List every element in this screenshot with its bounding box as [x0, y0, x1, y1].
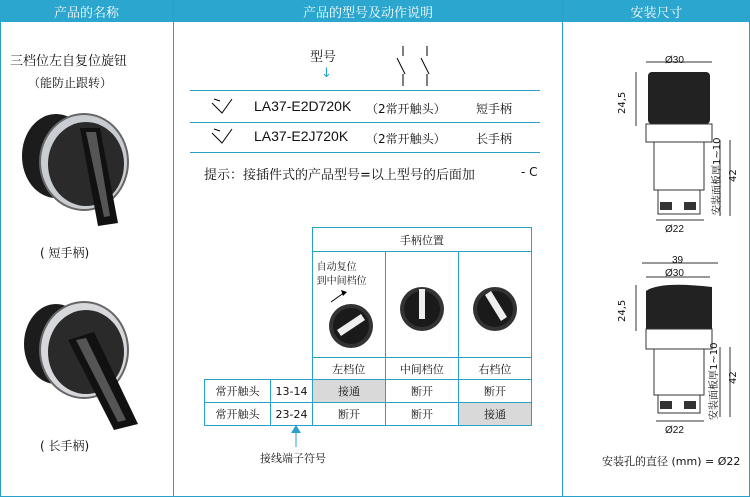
column-divider — [173, 0, 174, 497]
model-contacts-long: （2常开触头） — [366, 132, 446, 146]
contact-name: 常开触头 — [205, 403, 271, 426]
top-diameter: Ø30 — [665, 55, 684, 66]
bottom-diameter-2: Ø22 — [665, 425, 684, 436]
auto-return-note: 自动复位 — [316, 262, 357, 273]
knob-right-position-icon — [465, 273, 525, 333]
body-length-2: 42 — [728, 371, 739, 384]
model-divider — [190, 152, 540, 153]
overall-width: 39 — [672, 255, 684, 266]
middle-position-cell — [385, 252, 458, 358]
state-cell: 接通 — [459, 403, 532, 426]
right-position-cell — [458, 252, 531, 358]
top-height: 24,5 — [617, 91, 628, 114]
long-handle-caption: ( 长手柄) — [40, 439, 90, 453]
auto-return-note-2: 到中间档位 — [316, 276, 367, 287]
switch-symbol-icon — [210, 127, 236, 145]
long-handle-knob-image — [10, 292, 160, 432]
column-divider — [562, 0, 563, 497]
handle-position-table — [204, 227, 532, 380]
panel-thickness: 安装面板厚1~10 — [712, 137, 723, 215]
switch-symbol-icon — [210, 97, 236, 115]
down-arrow-icon: ↓ — [321, 66, 332, 81]
top-diameter-2: Ø30 — [665, 268, 684, 279]
model-divider — [190, 90, 540, 91]
col-middle: 中间档位 — [385, 358, 458, 380]
state-cell: 断开 — [386, 403, 459, 426]
contact-state-table — [204, 379, 532, 426]
up-arrow-icon — [290, 425, 302, 447]
header-model: 产品的型号及动作说明 — [174, 0, 562, 22]
left-position-cell — [312, 252, 385, 358]
model-contacts-short: （2常开触头） — [366, 102, 446, 116]
short-handle-caption: ( 短手柄) — [40, 246, 90, 260]
bottom-diameter: Ø22 — [665, 224, 684, 235]
plug-in-hint: 提示：接插件式的产品型号=以上型号的后面加 — [204, 168, 475, 183]
knob-middle-position-icon — [392, 273, 452, 333]
model-code-short: LA37-E2D720K — [254, 98, 352, 114]
terminal-code: 23-24 — [271, 403, 313, 426]
state-cell: 断开 — [386, 380, 459, 403]
state-cell: 断开 — [313, 403, 386, 426]
terminal-code: 13-14 — [271, 380, 313, 403]
product-title: 三档位左自复位旋钮 — [10, 54, 128, 69]
product-subtitle: （能防止跟转） — [28, 76, 113, 90]
model-label: 型号 — [310, 50, 337, 65]
contact-name: 常开触头 — [205, 380, 271, 403]
contact-symbol-icon — [393, 46, 443, 88]
terminal-caption: 接线端子符号 — [260, 452, 326, 465]
col-left: 左档位 — [312, 358, 385, 380]
table-header: 手柄位置 — [312, 228, 531, 252]
state-cell: 断开 — [459, 380, 532, 403]
body-length: 42 — [728, 169, 739, 182]
header-name: 产品的名称 — [0, 0, 173, 22]
plug-in-hint-suffix: - C — [521, 165, 538, 179]
model-handle-short: 短手柄 — [476, 102, 513, 116]
knob-left-position-icon — [321, 282, 381, 354]
short-handle-knob-image — [10, 98, 160, 238]
top-height-2: 24,5 — [617, 299, 628, 322]
panel-thickness-2: 安装面板厚1~10 — [709, 342, 720, 420]
hole-caption: 安装孔的直径 (mm) = Ø22 — [602, 455, 741, 468]
state-cell: 接通 — [313, 380, 386, 403]
model-divider — [190, 122, 540, 123]
model-code-long: LA37-E2J720K — [254, 128, 349, 144]
col-right: 右档位 — [458, 358, 531, 380]
header-size: 安装尺寸 — [563, 0, 750, 22]
model-handle-long: 长手柄 — [476, 132, 513, 146]
